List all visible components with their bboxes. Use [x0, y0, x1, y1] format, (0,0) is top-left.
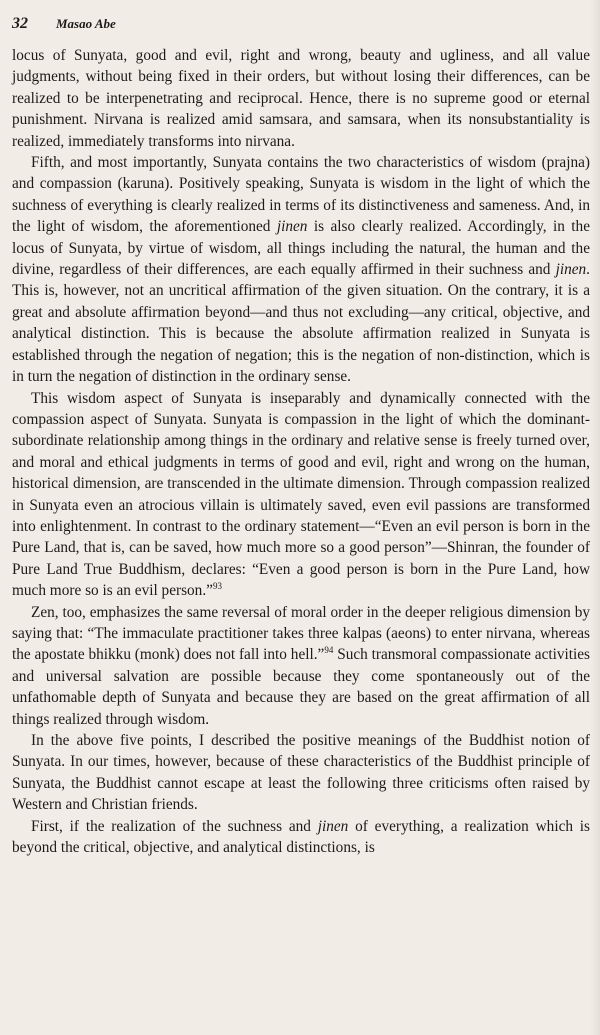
text-run: Such transmoral compassionate activities and universal salvation are possible because they come spontaneously out of the unfathomable depth of Sunyata and because they are based on the great affirmation of all things realized through wisdom. [12, 646, 590, 728]
text-run: This wisdom aspect of Sunyata is inseparably and dynamically connected with the compassion aspect of Sunyata. Sunyata is compassion in the light of which the dominant-subordinate relationship among things in the ordinary and relative sense is freely turned over, and moral and ethical judgments in terms of good and evil, right and wrong on the human, historical dimension, are transcended in the ultimate dimension. Through compassion realized in Sunyata even an atrocious villain is ultimately saved, even evil passions are transformed into enlightenment. In contrast to the ordinary statement—“Even an evil person is born in the Pure Land, that is, can be saved, how much more so a good person”—Shinran, the founder of Pure Land True Buddhism, declares: “Even a good person is born in the Pure Land, how much more so is an evil person.” [12, 389, 590, 600]
paragraph-4 [12, 602, 590, 730]
italic-term: jinen [317, 817, 349, 835]
paragraph-3 [12, 388, 590, 602]
text-run: of everything, a realization which is beyond the critical, objective, and analytical distinctions, is [12, 817, 591, 857]
text-run: Fifth, and most importantly, Sunyata contains the two characteristics of wisdom (prajna) and compassion (karuna). Positively speaking, Sunyata is wisdom in the light of which the suchness of everything is clearly realized in terms of its distinctiveness and sameness. And, in the light of wisdom, the aforementioned [12, 154, 590, 236]
running-head: Masao Abe [56, 16, 116, 31]
page-header [12, 15, 590, 41]
body-text [12, 45, 590, 858]
paragraph-6 [12, 816, 590, 859]
page-number: 32 [12, 15, 28, 32]
footnote-marker: 94 [324, 645, 334, 656]
footnote-marker: 93 [212, 581, 222, 592]
text-run: Zen, too, emphasizes the same reversal of moral order in the deeper religious dimension by saying that: “The immaculate practitioner takes three kalpas (aeons) to enter nirvana, whereas the apostate bhikku (monk) does not fall into hell.” [12, 603, 590, 664]
text-run: First, if the realization of the suchness and [31, 817, 318, 835]
paragraph-1 [12, 45, 590, 152]
page-gutter-shadow [590, 0, 600, 1035]
paragraph-2 [12, 152, 590, 387]
paragraph-5 [12, 730, 590, 816]
text-run: In the above five points, I described the positive meanings of the Buddhist notion of Sunyata. In our times, however, because of these characteristics of the Buddhist principle of Sunyata, the Buddhist cannot escape at least the following three criticisms often raised by Western and Christian friends. [12, 732, 590, 814]
text-run: locus of Sunyata, good and evil, right and wrong, beauty and ugliness, and all value judgments, without being fixed in their orders, but without losing their differences, can be realized to be interpenetrating and reciprocal. Hence, there is no supreme good or eternal punishment. Nirvana is realized amid samsara, and samsara, when its nonsubstantiality is realized, immediately transforms into nirvana. [12, 47, 590, 150]
text-run: . This is, however, not an uncritical affirmation of the given situation. On the contrary, it is a great and absolute affirmation beyond—and thus not excluding—any critical, objective, and analytical distinction. This is because the absolute affirmation realized in Sunyata is established through the negation of negation; this is the negation of non-distinction, which is in turn the negation of distinction in the ordinary sense. [12, 261, 590, 386]
italic-term: jinen [276, 218, 308, 236]
italic-term: jinen [555, 261, 587, 279]
text-run: is also clearly realized. Accordingly, in the locus of Sunyata, by virtue of wisdom, all things including the natural, the human and the divine, regardless of their differences, are each equally affirmed in their suchness and [12, 218, 591, 279]
